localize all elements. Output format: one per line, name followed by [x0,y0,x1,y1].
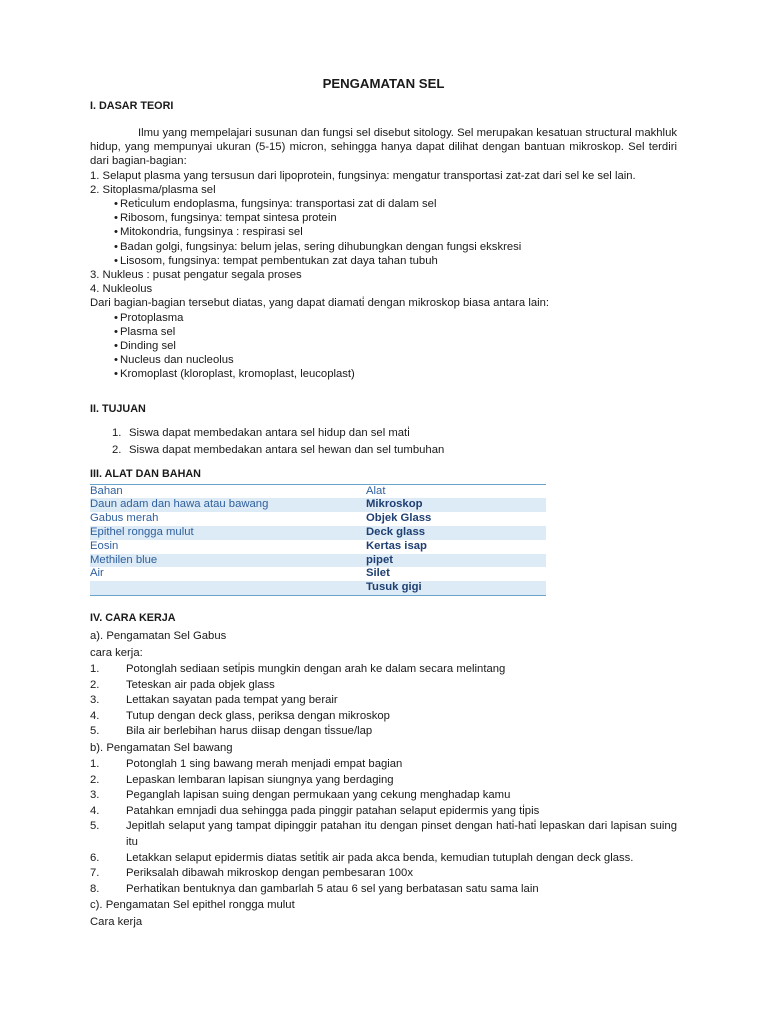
list-item [90,425,677,443]
list-item-text: Ribosom, fungsinya: tempat sintesa protein [120,212,337,225]
list-number: 1. [90,663,100,676]
table-cell-bahan: Methilen blue [90,554,366,568]
list-number: 4. [90,804,100,817]
bullet-icon: • [114,368,118,381]
list-number: 4. [90,709,100,722]
list-item [90,693,677,709]
section-heading-cara-kerja: IV. CARA KERJA [90,612,176,625]
subsection-title-gabus: a). Pengamatan Sel Gabus [90,630,227,643]
list-item-text: Dinding sel [120,340,176,353]
list-item [90,804,677,820]
list-item-text: Siswa dapat membedakan antara sel hidup dan sel mati̇ [129,426,410,439]
list-item [90,325,677,339]
point-3-label: 3. Nukleus : pusat pengatur segala proses [90,269,302,282]
table-cell-alat: Kertas isap [366,539,427,552]
bullet-icon: • [114,340,118,353]
list-item [90,225,677,239]
bullet-icon: • [114,240,118,253]
list-item [90,851,677,867]
subsection-title-bawang: b). Pengamatan Sel bawang [90,742,233,754]
procedure-label: cara kerja: [90,647,143,660]
list-item [90,773,677,789]
table-cell-alat: Objek Glass [366,512,432,525]
document-title: PENGAMATAN SEL [322,76,445,91]
table-cell-bahan [90,581,366,595]
list-item [90,678,677,694]
list-item-text: Kromoplast (kloroplast, kromoplast, leucoplast) [120,368,355,381]
point-1-paragraph: 1. Selaput plasma yang tersusun dari lipoprotein, fungsinya: mengatur transportasi zat-zat dari sel ke sel lain. [90,169,636,182]
list-item-text: Teteskan air pada objek glass [126,678,275,691]
bullet-icon: • [114,226,118,239]
objective-list [90,425,677,460]
table-row [90,512,546,526]
list-item-text: Peganglah lapisan suing dengan permukaan yang cekung menghadap kamu [126,789,511,802]
list-item [90,866,677,882]
point-4-label: 4. Nukleolus [90,283,153,296]
table-row [90,554,546,568]
list-number: 6. [90,851,100,864]
list-item-text: Potonglah 1 sing bawang merah menjadi empat bagian [126,758,403,770]
list-item-text: Mitokondria, fungsinya : respirasi sel [120,226,303,239]
observable-intro: Dari bagian-bagian tersebut diatas, yang dapat diamati̇ dengan mikroskop biasa antara lain: [90,297,550,310]
table-cell-alat: Deck glass [366,526,546,540]
list-number: 2. [90,773,100,786]
list-item-text: Jepitlah selaput yang tampat dipinggir patahan itu dengan pinset dengan hati̇-hati̇ lepaskan dari lapisan suing itu [126,820,677,848]
table-cell-bahan: Eosin [90,539,119,552]
procedure-label: Cara kerja [90,916,143,929]
list-number: 2. [90,678,100,691]
list-number: 5. [90,820,100,833]
list-item [90,339,677,353]
point-2-label: 2. Sitoplasma/plasma sel [90,183,216,196]
list-number: 7. [90,867,100,880]
table-cell-alat: Silet [366,567,390,580]
list-item-text: Lepaskan lembaran lapisan siungnya yang berdaging [126,773,394,786]
column-header-bahan: Bahan [90,484,366,498]
table-cell-alat: Mikroskop [366,498,546,512]
list-item-text: Siswa dapat membedakan antara sel hewan dan sel tumbuhan [129,444,445,457]
list-item-text: Potonglah sediaan seti̇pis mungkin dengan arah ke dalam secara melintang [126,663,506,676]
list-item-text: Lisosom, fungsinya: tempat pembentukan zat daya tahan tubuh [120,254,438,267]
intro-paragraph: Ilmu yang mempelajari susunan dan fungsi sel disebut sitology. Sel merupakan kesatuan structural makhluk hidup, yang mempunyai ukuran (5-15) micron, sehingga hanya dapat dilihat dengan bantuan mikroskop. Sel terdiri dari bagian-bagian: [90,127,677,168]
procedure-list-bawang [90,757,677,897]
list-item [90,882,677,898]
list-item [90,311,677,325]
materials-table [90,484,546,596]
list-item-text: Protoplasma [120,311,184,324]
bullet-icon: • [114,198,118,211]
bullet-icon: • [114,254,118,267]
list-number: 3. [90,694,100,707]
document-body [90,74,677,931]
list-item-text: Patahkan emnjadi dua sehingga pada pinggir patahan selaput epidermis yang ti̇pis [126,804,540,817]
list-item [90,757,677,773]
list-number: 1. [90,758,100,770]
organelle-list [90,197,677,268]
list-item-text: Nucleus dan nucleolus [120,354,234,367]
bullet-icon: • [114,325,118,338]
list-item [90,254,677,268]
list-item [90,709,677,725]
section-heading-tujuan: II. TUJUAN [90,402,146,415]
table-row [90,498,546,512]
table-row [90,526,546,540]
table-row [90,581,546,595]
bullet-icon: • [114,354,118,367]
observable-list [90,311,677,382]
list-item [90,240,677,254]
list-number: 3. [90,789,100,802]
list-number: 2. [112,444,122,457]
list-item-text: Reti̇culum endoplasma, fungsinya: transportasi zat di dalam sel [120,198,437,211]
list-number: 8. [90,882,100,895]
list-item [90,367,677,381]
table-cell-bahan: Gabus merah [90,512,159,525]
list-item [90,788,677,804]
list-item-text: Badan golgi, fungsinya: belum jelas, sering dihubungkan dengan fungsi ekskresi [120,240,522,253]
list-number: 1. [112,426,122,439]
subsection-title-epithel: c). Pengamatan Sel epithel rongga mulut [90,899,295,912]
table-row [90,540,546,554]
table-cell-alat: pipet [366,554,546,568]
list-item-text: Lettakan sayatan pada tempat yang berair [126,694,338,707]
column-header-alat: Alat [366,484,546,498]
bullet-icon: • [114,311,118,324]
section-heading-alat-bahan: III. ALAT DAN BAHAN [90,467,201,480]
table-row [90,567,546,581]
list-item-text: Perhati̇kan bentuknya dan gambarlah 5 atau 6 sel yang berbatasan satu sama lain [126,882,539,895]
list-item-text: Bila air berlebihan harus diisap dengan ti̇ssue/lap [126,725,373,738]
list-item-text: Tutup dengan deck glass, periksa dengan mikroskop [126,709,390,722]
list-number: 5. [90,725,100,738]
list-item [90,442,677,460]
table-cell-bahan: Air [90,567,104,580]
bullet-icon: • [114,212,118,225]
list-item [90,197,677,211]
list-item [90,662,677,678]
table-cell-bahan: Epithel rongga mulut [90,526,366,540]
table-cell-bahan: Daun adam dan hawa atau bawang [90,498,366,512]
list-item [90,724,677,740]
list-item-text: Periksalah dibawah mikroskop dengan pembesaran 100x [126,867,413,880]
list-item [90,819,677,850]
section-heading-dasar-teori: I. DASAR TEORI [90,100,174,112]
list-item-text: Plasma sel [120,325,176,338]
table-cell-alat: Tusuk gigi [366,581,546,595]
list-item [90,211,677,225]
list-item-text: Letakkan selaput epidermis diatas seti̇ti̇k air pada akca benda, kemudian tutuplah dengan deck glass. [126,851,634,864]
procedure-list-gabus [90,662,677,740]
list-item [90,353,677,367]
table-header-row [90,484,546,498]
